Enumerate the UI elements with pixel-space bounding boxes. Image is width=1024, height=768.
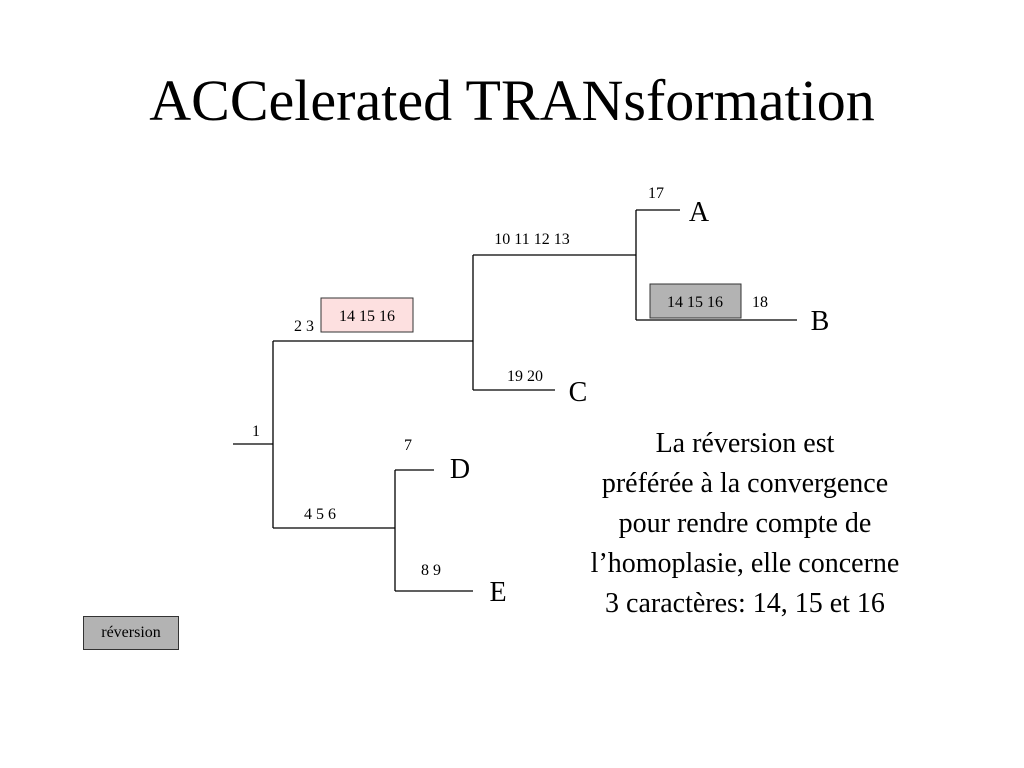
explanation-line: l’homoplasie, elle concerne <box>590 548 900 579</box>
taxon-b: B <box>810 306 830 337</box>
legend-label: réversion <box>101 624 161 641</box>
branch-label-c: 19 20 <box>507 368 543 385</box>
explanation-line: préférée à la convergence <box>601 468 889 499</box>
taxon-a: A <box>688 197 710 228</box>
convergence-box-label: 14 15 16 <box>339 308 395 325</box>
branch-label-root: 1 <box>252 423 260 440</box>
slide-title: ACCelerated TRANsformation <box>149 68 875 133</box>
reversion-box-label: 14 15 16 <box>667 294 723 311</box>
explanation-line: 3 caractères: 14, 15 et 16 <box>605 588 885 619</box>
branch-label-a: 17 <box>648 185 664 202</box>
explanation-line: La réversion est <box>655 428 835 459</box>
taxon-c: C <box>568 377 588 408</box>
branch-label-d: 7 <box>404 437 412 454</box>
branch-label-e: 8 9 <box>421 562 441 579</box>
explanation-text <box>540 424 950 624</box>
branch-label-ab-stem: 10 11 12 13 <box>494 231 570 248</box>
branch-label-de-stem: 4 5 6 <box>304 506 336 523</box>
taxon-e: E <box>489 577 507 608</box>
taxon-d: D <box>449 454 471 485</box>
legend-reversion <box>83 616 179 650</box>
branch-label-b: 18 <box>752 294 768 311</box>
branch-label-abc-stem: 2 3 <box>294 318 314 335</box>
explanation-line: pour rendre compte de <box>618 508 872 539</box>
